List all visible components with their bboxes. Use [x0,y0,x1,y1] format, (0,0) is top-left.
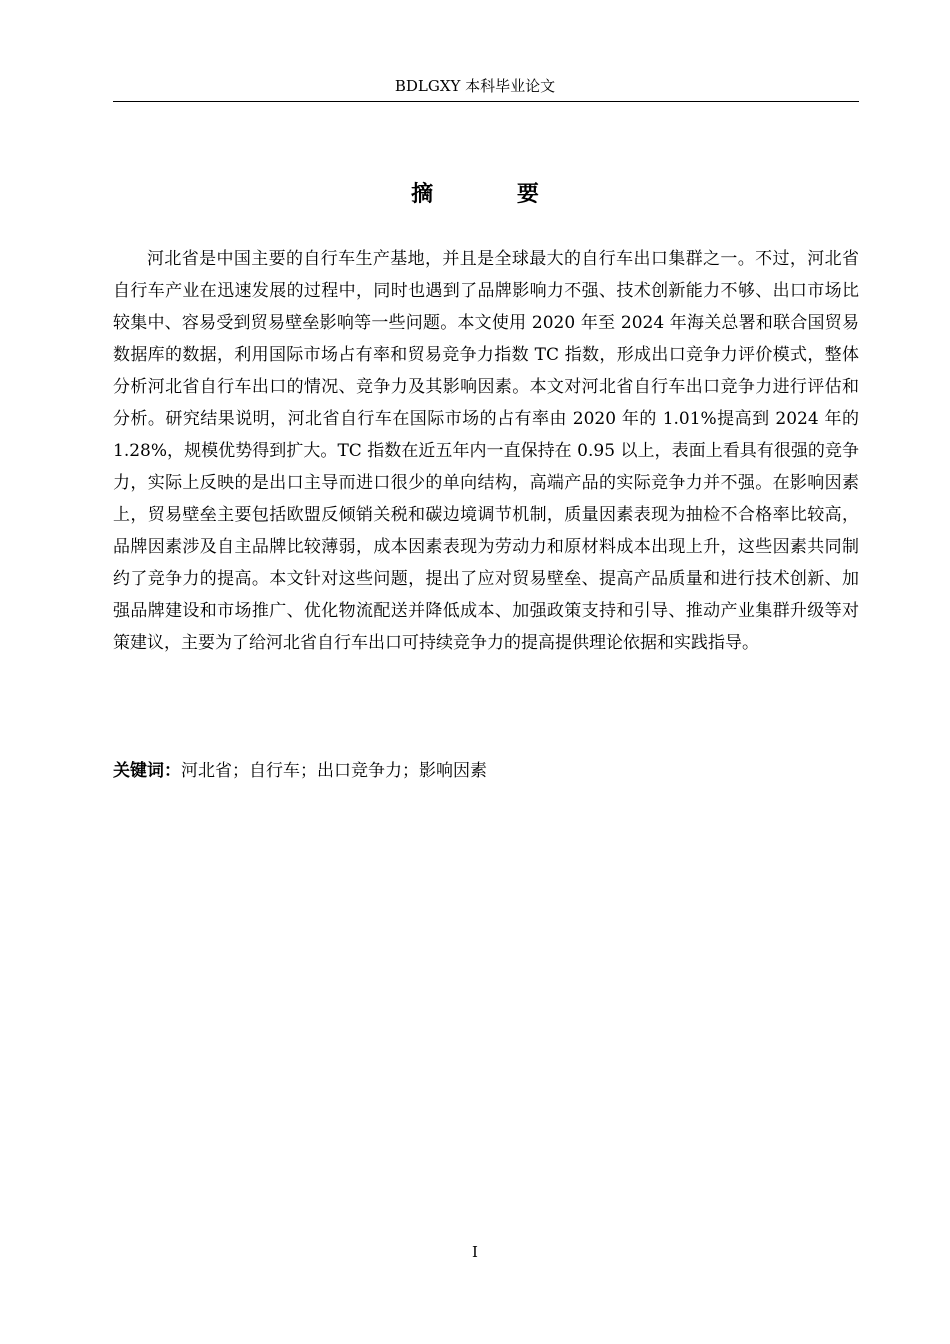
keywords-line [113,755,859,787]
page-number: I [472,1243,478,1261]
abstract-title: 摘 要 [411,181,577,207]
keywords-value: 河北省；自行车；出口竞争力；影响因素 [181,761,487,781]
running-header: BDLGXY 本科毕业论文 [394,77,556,95]
abstract-body: 河北省是中国主要的自行车生产基地，并且是全球最大的自行车出口集群之一。不过，河北省自行车产业在迅速发展的过程中，同时也遇到了品牌影响力不强、技术创新能力不够、出口市场比较集中、容易受到贸易壁垒影响等一些问题。本文使用 2020 年至 2024 年海关总署和联合国贸易数据库的数据，利用国际市场占有率和贸易竞争力指数 TC 指数，形成出口竞争力评价模式，整体分析河北省自行车出口的情况、竞争力及其影响因素。本文对河北省自行车出口竞争力进行评估和分析。研究结果说明，河北省自行车在国际市场的占有率由 2020 年的 1.01%提高到 2024 年的 1.28%，规模优势得到扩大。TC 指数在近五年内一直保持在 0.95 以上，表面上看具有很强的竞争力，实际上反映的是出口主导而进口很少的单向结构，高端产品的实际竞争力并不强。在影响因素上，贸易壁垒主要包括欧盟反倾销关税和碳边境调节机制，质量因素表现为抽检不合格率比较高，品牌因素涉及自主品牌比较薄弱，成本因素表现为劳动力和原材料成本出现上升，这些因素共同制约了竞争力的提高。本文针对这些问题，提出了应对贸易壁垒、提高产品质量和进行技术创新、加强品牌建设和市场推广、优化物流配送并降低成本、加强政策支持和引导、推动产业集群升级等对策建议，主要为了给河北省自行车出口可持续竞争力的提高提供理论依据和实践指导。 [113,249,859,653]
keywords-label: 关键词： [113,761,181,781]
header-rule [113,101,859,102]
